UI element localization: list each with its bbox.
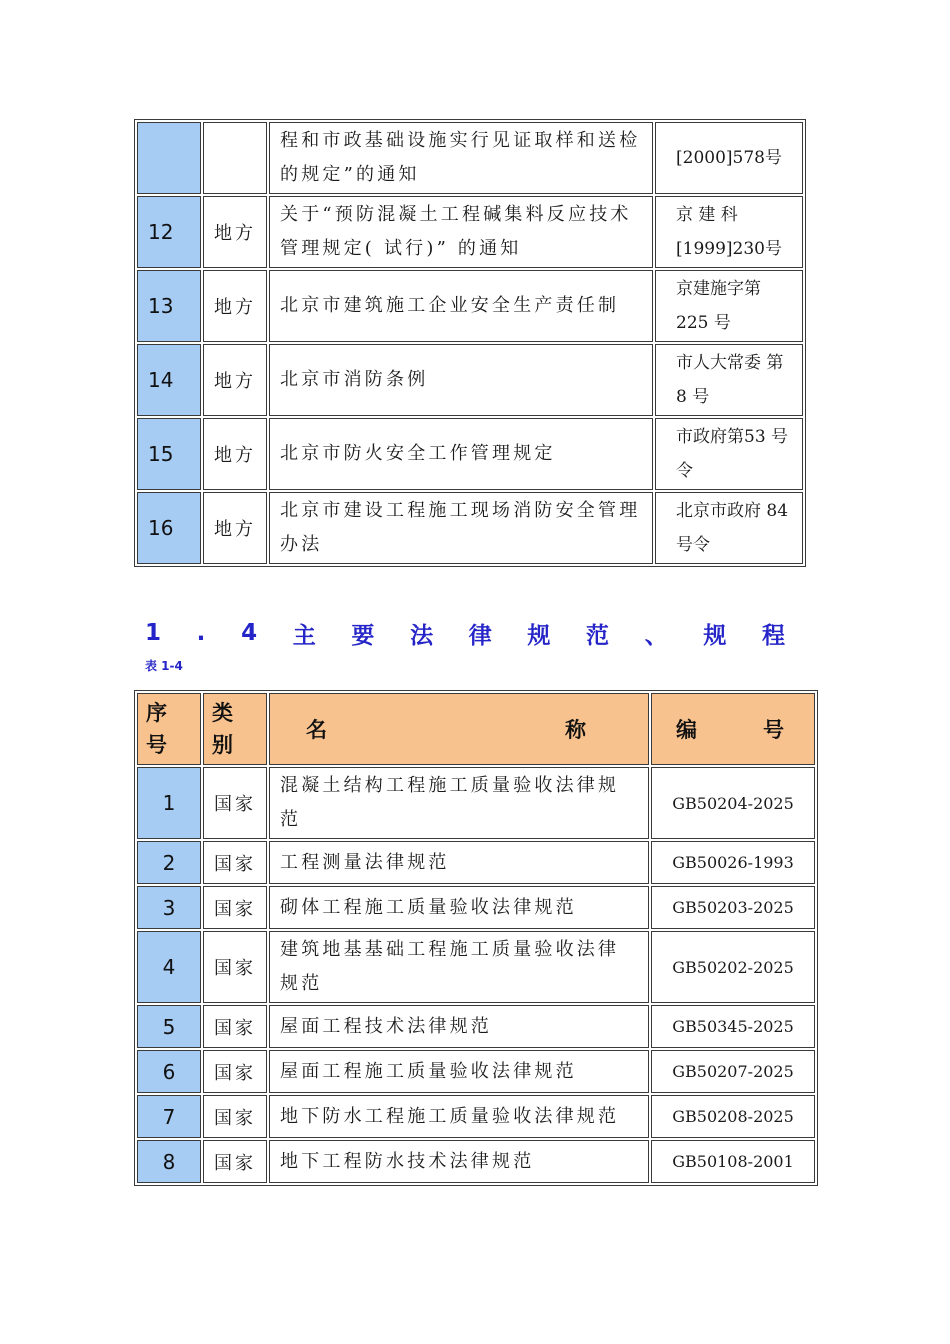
row-name: 地下防水工程施工质量验收法律规范	[269, 1095, 649, 1138]
table-row	[137, 492, 803, 564]
row-category: 地方	[203, 492, 267, 564]
row-number: 7	[137, 1095, 201, 1138]
row-name: 工程测量法律规范	[269, 841, 649, 884]
heading-char: 法	[410, 622, 434, 649]
table-row	[137, 196, 803, 268]
heading-char: .	[196, 620, 206, 646]
heading-char: 1	[145, 620, 162, 646]
table-row	[137, 841, 815, 884]
row-name: 混凝土结构工程施工质量验收法律规范	[269, 767, 649, 839]
row-code: GB50026-1993	[651, 841, 815, 884]
row-category: 国家	[203, 841, 267, 884]
row-name: 北京市消防条例	[269, 344, 653, 416]
laws-standards-table	[134, 690, 818, 1186]
row-name: 北京市建筑施工企业安全生产责任制	[269, 270, 653, 342]
heading-char: 规	[527, 622, 551, 649]
row-number: 3	[137, 886, 201, 929]
row-category: 国家	[203, 1140, 267, 1183]
row-code: GB50208-2025	[651, 1095, 815, 1138]
heading-char: 、	[644, 622, 668, 649]
row-category: 国家	[203, 1005, 267, 1048]
regulations-table-continued	[134, 119, 806, 567]
table-row	[137, 344, 803, 416]
table-row	[137, 1140, 815, 1183]
row-name: 北京市建设工程施工现场消防安全管理办法	[269, 492, 653, 564]
table-row	[137, 931, 815, 1003]
row-number: 1	[137, 767, 201, 839]
row-code: GB50204-2025	[651, 767, 815, 839]
row-name: 砌体工程施工质量验收法律规范	[269, 886, 649, 929]
row-code: 京建施字第 225 号	[655, 270, 803, 342]
table-row	[137, 1005, 815, 1048]
section-heading	[145, 616, 785, 650]
row-number: 6	[137, 1050, 201, 1093]
row-name: 建筑地基基础工程施工质量验收法律规范	[269, 931, 649, 1003]
row-code: 市人大常委 第8 号	[655, 344, 803, 416]
table-header-row	[137, 693, 815, 765]
row-name: 关于“预防混凝土工程碱集料反应技术管理规定( 试行)” 的通知	[269, 196, 653, 268]
row-category: 地方	[203, 418, 267, 490]
row-number: 4	[137, 931, 201, 1003]
row-number: 14	[137, 344, 201, 416]
table-caption: 表 1-4	[145, 659, 183, 673]
heading-char: 程	[762, 622, 785, 649]
row-name: 屋面工程技术法律规范	[269, 1005, 649, 1048]
row-number: 13	[137, 270, 201, 342]
row-name: 屋面工程施工质量验收法律规范	[269, 1050, 649, 1093]
header-code: 编 号	[651, 693, 815, 765]
row-code: GB50207-2025	[651, 1050, 815, 1093]
row-code: GB50202-2025	[651, 931, 815, 1003]
row-code: 北京市政府 84号令	[655, 492, 803, 564]
row-code: GB50345-2025	[651, 1005, 815, 1048]
row-name: 北京市防火安全工作管理规定	[269, 418, 653, 490]
heading-char: 要	[351, 622, 375, 649]
heading-char: 主	[292, 622, 316, 649]
row-number: 16	[137, 492, 201, 564]
row-number: 5	[137, 1005, 201, 1048]
table-row	[137, 886, 815, 929]
row-code: GB50108-2001	[651, 1140, 815, 1183]
table-row	[137, 418, 803, 490]
row-number: 2	[137, 841, 201, 884]
table-row	[137, 1050, 815, 1093]
heading-char: 律	[468, 622, 492, 649]
row-category: 国家	[203, 886, 267, 929]
header-number: 序 号	[137, 693, 201, 765]
row-code: 京 建 科 [1999]230号	[655, 196, 803, 268]
row-number	[137, 122, 201, 194]
header-category: 类 别	[203, 693, 267, 765]
row-category: 国家	[203, 767, 267, 839]
table-row	[137, 1095, 815, 1138]
table-row	[137, 122, 803, 194]
heading-char: 范	[586, 622, 610, 649]
row-category	[203, 122, 267, 194]
row-number: 15	[137, 418, 201, 490]
row-category: 国家	[203, 1095, 267, 1138]
heading-char: 规	[703, 622, 727, 649]
row-name: 程和市政基础设施实行见证取样和送检的规定”的通知	[269, 122, 653, 194]
row-category: 地方	[203, 196, 267, 268]
row-code: 市政府第53 号令	[655, 418, 803, 490]
row-code: [2000]578号	[655, 122, 803, 194]
header-name: 名 称	[269, 693, 649, 765]
row-number: 8	[137, 1140, 201, 1183]
table-row	[137, 767, 815, 839]
row-category: 地方	[203, 270, 267, 342]
row-category: 国家	[203, 931, 267, 1003]
row-category: 地方	[203, 344, 267, 416]
heading-char: 4	[241, 620, 258, 646]
table-row	[137, 270, 803, 342]
row-number: 12	[137, 196, 201, 268]
row-category: 国家	[203, 1050, 267, 1093]
row-name: 地下工程防水技术法律规范	[269, 1140, 649, 1183]
row-code: GB50203-2025	[651, 886, 815, 929]
